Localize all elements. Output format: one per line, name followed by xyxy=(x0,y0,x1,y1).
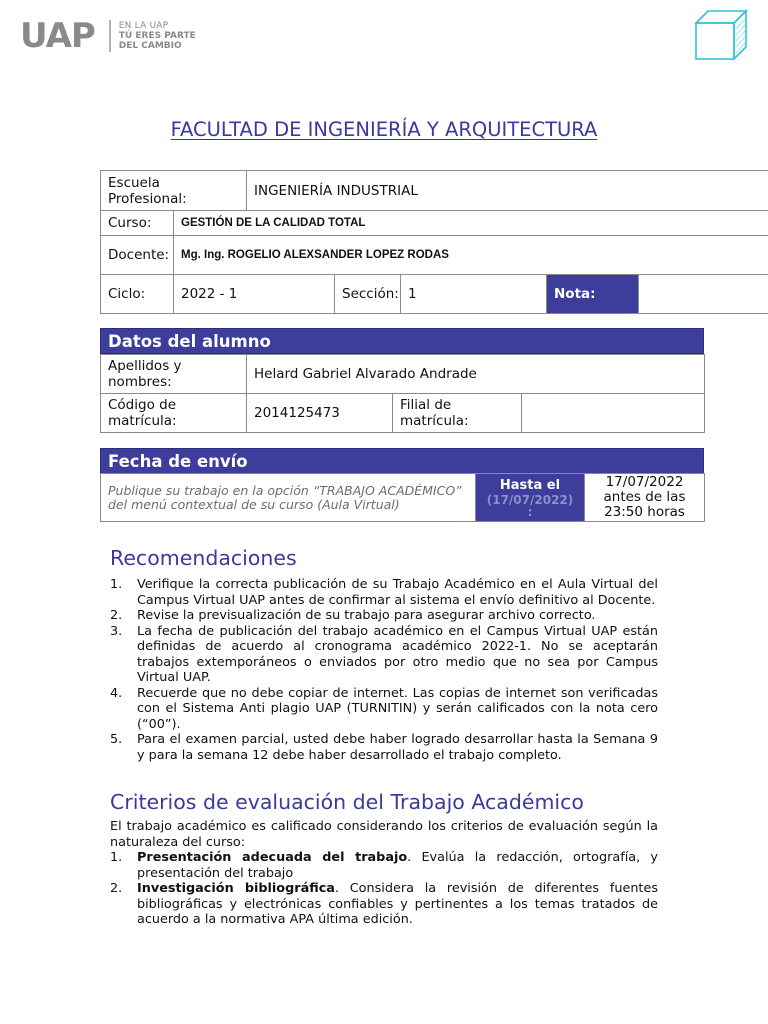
list-item xyxy=(110,624,658,686)
uap-logo-text: UAP xyxy=(20,16,95,56)
criterios-heading: Criterios de evaluación del Trabajo Académico xyxy=(110,790,584,814)
uap-slogan xyxy=(119,21,196,51)
submission-date-header: Fecha de envío xyxy=(100,448,704,474)
list-item xyxy=(110,732,658,763)
hasta-date: (17/07/2022) xyxy=(486,493,574,507)
course-info-table xyxy=(100,170,768,314)
student-data-header: Datos del alumno xyxy=(100,328,704,354)
list-item xyxy=(110,850,658,881)
curso-value: GESTIÓN DE LA CALIDAD TOTAL xyxy=(174,211,768,236)
ciclo-value: 2022 - 1 xyxy=(174,275,335,314)
ciclo-label: Ciclo: xyxy=(101,275,174,314)
recomendaciones-list xyxy=(110,577,658,763)
nota-value xyxy=(639,275,768,314)
list-item-text xyxy=(137,881,658,928)
list-item-number: 1. xyxy=(110,850,123,865)
docente-label: Docente: xyxy=(101,236,174,275)
filial-label: Filial de matrícula: xyxy=(393,394,522,433)
slogan-line-1: EN LA UAP xyxy=(118,21,169,31)
seccion-label: Sección: xyxy=(335,275,401,314)
codigo-value: 2014125473 xyxy=(247,394,393,433)
list-item xyxy=(110,577,658,608)
criterios-list xyxy=(110,850,658,928)
submission-table xyxy=(100,473,705,522)
page-title: FACULTAD DE INGENIERÍA Y ARQUITECTURA xyxy=(170,118,598,141)
nombres-label: Apellidos y nombres: xyxy=(101,355,247,394)
slogan-line-2: TÚ ERES PARTE xyxy=(118,31,196,41)
logo-divider xyxy=(109,20,111,52)
criterios-intro: El trabajo académico es calificado considerando los criterios de evaluación según la naturaleza del curso: xyxy=(110,819,658,850)
list-item-text: La fecha de publicación del trabajo académico en el Campus Virtual UAP están definidas de acuerdo al cronograma académico 2022-1. No se aceptarán trabajos extemporáneos o enviados por otro medio que no sea por Campus Virtual UAP. xyxy=(137,623,658,685)
list-item-number: 2. xyxy=(110,881,123,896)
list-item-number: 2. xyxy=(110,608,123,623)
list-item-number: 1. xyxy=(110,577,123,592)
uap-logo xyxy=(20,18,196,54)
filial-value xyxy=(522,394,705,433)
slogan-line-3: DEL CAMBIO xyxy=(118,41,182,51)
recomendaciones-heading: Recomendaciones xyxy=(110,546,297,570)
curso-label: Curso: xyxy=(101,211,174,236)
list-item-rest-text: . Considera la revisión de diferentes fuentes bibliográficas y electrónicas confiables y pertinentes a los temas tratados de acuerdo a la normativa APA última edición. xyxy=(137,881,658,927)
codigo-label: Código de matrícula: xyxy=(101,394,247,433)
deadline-value: 17/07/2022 antes de las 23:50 horas xyxy=(585,474,705,522)
nombres-value: Helard Gabriel Alvarado Andrade xyxy=(247,355,705,394)
list-item xyxy=(110,881,658,928)
deadline-box xyxy=(476,474,585,522)
docente-value: Mg. Ing. ROGELIO ALEXSANDER LOPEZ RODAS xyxy=(174,236,768,275)
list-item-text: Revise la previsualización de su trabajo para asegurar archivo correcto. xyxy=(137,608,596,623)
list-item-bold-text: Presentación adecuada del trabajo xyxy=(137,850,408,865)
list-item-rest-text: . Evalúa la redacción, ortografía, y presentación del trabajo xyxy=(137,850,658,881)
cube-outline-icon xyxy=(694,9,748,61)
list-item-number: 5. xyxy=(110,732,123,747)
list-item xyxy=(110,686,658,733)
escuela-label: Escuela Profesional: xyxy=(101,171,247,211)
list-item-number: 3. xyxy=(110,623,123,639)
list-item-number: 4. xyxy=(110,685,123,701)
list-item-text: Para el examen parcial, usted debe haber logrado desarrollar hasta la Semana 9 y para la semana 12 debe haber desarrollado el trabajo completo. xyxy=(137,732,658,763)
hasta-colon: : xyxy=(527,505,533,519)
student-data-table xyxy=(100,354,705,433)
list-item-text: Recuerde que no debe copiar de internet. Las copias de internet son verificadas con el Sistema Anti plagio UAP (TURNITIN) y serán calificados con la nota cero (“00”). xyxy=(137,685,658,732)
nota-label: Nota: xyxy=(547,275,639,314)
escuela-value: INGENIERÍA INDUSTRIAL xyxy=(247,171,768,211)
hasta-label: Hasta el xyxy=(499,478,561,493)
submission-instructions: Publique su trabajo en la opción “TRABAJO ACADÉMICO” del menú contextual de su curso (Aula Virtual) xyxy=(101,474,476,522)
list-item-text: Verifique la correcta publicación de su Trabajo Académico en el Aula Virtual del Campus Virtual UAP antes de confirmar al sistema el envío definitivo al Docente. xyxy=(137,577,658,608)
list-item-text xyxy=(137,850,658,881)
list-item-bold-text: Investigación bibliográfica xyxy=(137,881,335,896)
seccion-value: 1 xyxy=(401,275,547,314)
list-item xyxy=(110,608,658,624)
